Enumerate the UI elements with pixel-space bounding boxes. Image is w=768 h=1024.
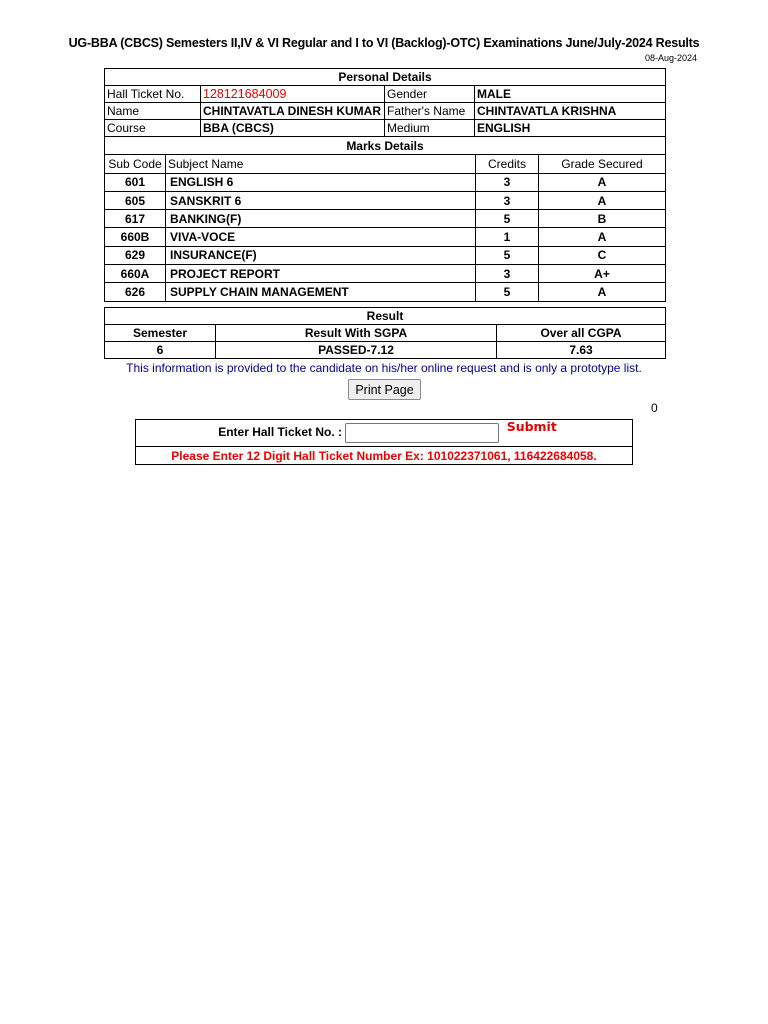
name-label: Name	[105, 103, 201, 120]
result-date: 08-Aug-2024	[644, 53, 697, 63]
grade-cell: A	[539, 228, 666, 246]
column-header-grade: Grade Secured	[539, 155, 666, 173]
hall-ticket-form	[135, 419, 633, 465]
credits-cell: 3	[476, 173, 539, 191]
credits-cell: 3	[476, 265, 539, 283]
gender-value: MALE	[475, 86, 666, 103]
result-table	[104, 307, 666, 359]
hall-ticket-label: Hall Ticket No.	[105, 86, 201, 103]
course-value: BBA (CBCS)	[201, 120, 385, 137]
sub-code-cell: 660A	[105, 265, 166, 283]
personal-details-table	[104, 68, 666, 137]
subject-name-cell: PROJECT REPORT	[166, 265, 476, 283]
grade-cell: A	[539, 173, 666, 191]
marks-row	[105, 191, 666, 209]
semester-label: Semester	[105, 325, 216, 342]
marks-row	[105, 173, 666, 191]
column-header-sub-code: Sub Code	[105, 155, 166, 173]
marks-row	[105, 283, 666, 301]
subject-name-cell: VIVA-VOCE	[166, 228, 476, 246]
subject-name-cell: INSURANCE(F)	[166, 246, 476, 264]
marks-row	[105, 246, 666, 264]
hall-ticket-input-label: Enter Hall Ticket No. :	[218, 425, 342, 440]
print-page-button[interactable]: Print Page	[348, 379, 421, 400]
cgpa-value: 7.63	[497, 342, 666, 359]
hall-ticket-input[interactable]	[345, 423, 499, 443]
credits-cell: 1	[476, 228, 539, 246]
sub-code-cell: 629	[105, 246, 166, 264]
course-label: Course	[105, 120, 201, 137]
column-header-subject-name: Subject Name	[166, 155, 476, 173]
sub-code-cell: 626	[105, 283, 166, 301]
marks-row	[105, 265, 666, 283]
disclaimer-text: This information is provided to the candidate on his/her online request and is only a prototype list.	[126, 361, 642, 375]
credits-cell: 3	[476, 191, 539, 209]
subject-name-cell: ENGLISH 6	[166, 173, 476, 191]
page-title: UG-BBA (CBCS) Semesters II,IV & VI Regular and I to VI (Backlog)-OTC) Examinations June/July-2024 Results	[68, 36, 700, 50]
credits-cell: 5	[476, 246, 539, 264]
sgpa-value: PASSED-7.12	[216, 342, 497, 359]
subject-name-cell: SUPPLY CHAIN MANAGEMENT	[166, 283, 476, 301]
marks-details-table	[104, 136, 666, 302]
visitor-counter: 0	[651, 401, 658, 415]
marks-row	[105, 210, 666, 228]
subject-name-cell: SANSKRIT 6	[166, 191, 476, 209]
hall-ticket-value: 128121684009	[201, 86, 385, 103]
sub-code-cell: 660B	[105, 228, 166, 246]
submit-button[interactable]: Submit	[503, 420, 561, 435]
marks-rows	[105, 173, 666, 301]
semester-value: 6	[105, 342, 216, 359]
medium-value: ENGLISH	[475, 120, 666, 137]
grade-cell: A+	[539, 265, 666, 283]
column-header-credits: Credits	[476, 155, 539, 173]
father-name-label: Father's Name	[385, 103, 475, 120]
hall-ticket-hint-message: Please Enter 12 Digit Hall Ticket Number Ex: 101022371061, 116422684058.	[136, 447, 633, 465]
father-name-value: CHINTAVATLA KRISHNA	[475, 103, 666, 120]
personal-details-heading: Personal Details	[105, 69, 666, 86]
hall-ticket-form-table	[135, 419, 633, 465]
grade-cell: C	[539, 246, 666, 264]
sub-code-cell: 601	[105, 173, 166, 191]
gender-label: Gender	[385, 86, 475, 103]
result-heading: Result	[105, 308, 666, 325]
marks-row	[105, 228, 666, 246]
sgpa-label: Result With SGPA	[216, 325, 497, 342]
credits-cell: 5	[476, 283, 539, 301]
marks-details-heading: Marks Details	[105, 137, 666, 155]
grade-cell: A	[539, 191, 666, 209]
result-panel	[104, 307, 665, 359]
credits-cell: 5	[476, 210, 539, 228]
subject-name-cell: BANKING(F)	[166, 210, 476, 228]
medium-label: Medium	[385, 120, 475, 137]
grade-cell: A	[539, 283, 666, 301]
cgpa-label: Over all CGPA	[497, 325, 666, 342]
name-value: CHINTAVATLA DINESH KUMAR	[201, 103, 385, 120]
sub-code-cell: 605	[105, 191, 166, 209]
details-panel	[104, 68, 665, 302]
sub-code-cell: 617	[105, 210, 166, 228]
grade-cell: B	[539, 210, 666, 228]
